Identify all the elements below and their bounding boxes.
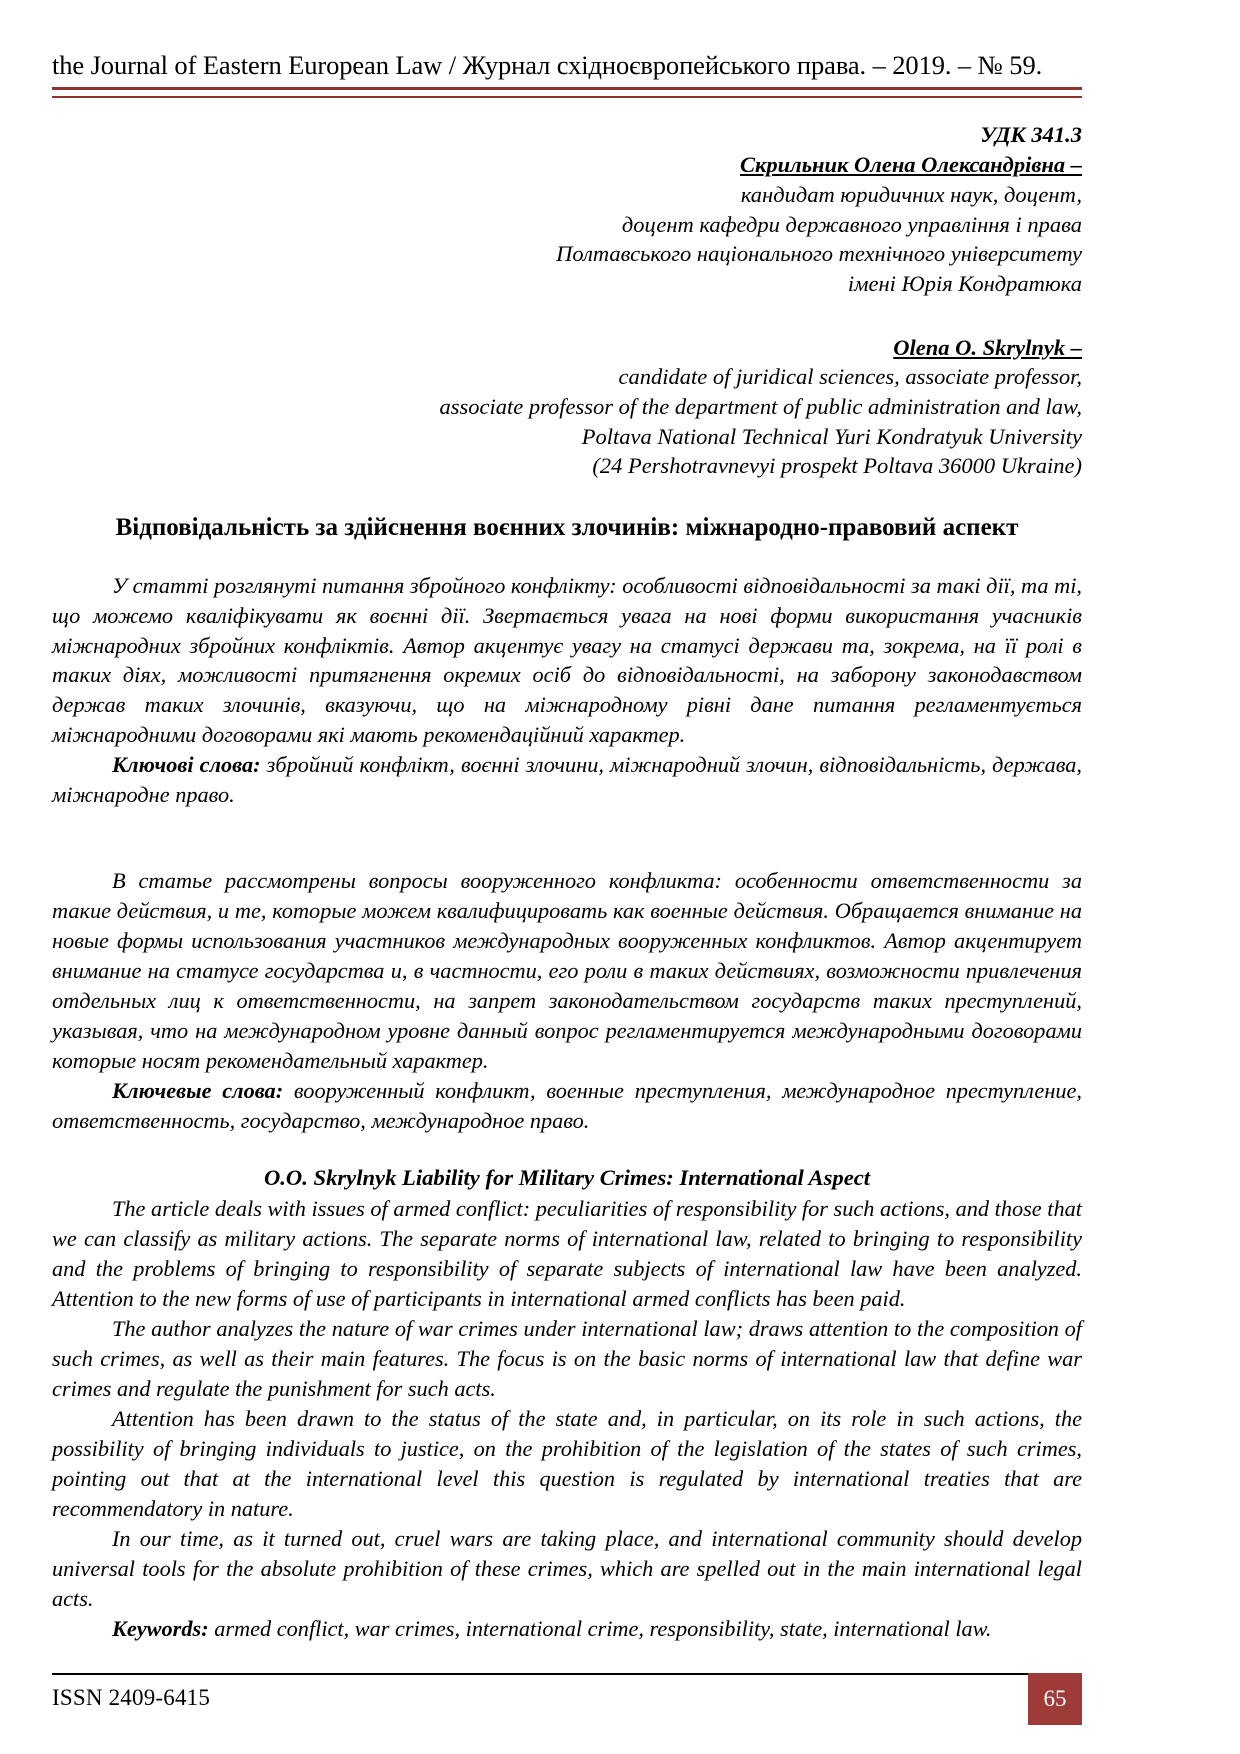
author-block-ukrainian [52, 150, 1082, 298]
issn-label: ISSN 2409-6415 [52, 1685, 211, 1710]
keywords-label-ukrainian: Ключові слова: [112, 752, 261, 778]
abstract-heading-english: O.O. Skrylnyk Liability for Military Crimes: International Aspect [263, 1165, 871, 1191]
author-affiliation-line: доцент кафедри державного управління і права [621, 211, 1082, 237]
udk-code: УДК 341.3 [980, 122, 1082, 148]
keywords-russian [52, 1076, 1082, 1136]
author-affiliation-address: (24 Pershotravnevyi prospekt Poltava 36000 Ukraine) [592, 453, 1082, 479]
author-block-english [52, 333, 1082, 481]
abstract-ukrainian [52, 571, 1082, 811]
keywords-english [52, 1614, 1082, 1644]
author-affiliation-line: Полтавського національного технічного університету [556, 241, 1082, 267]
abstract-russian [52, 866, 1082, 1136]
footer-row [52, 1675, 1082, 1727]
abstract-english [52, 1194, 1082, 1644]
article-title: Відповідальність за здійснення воєнних злочинів: міжнародно-правовий аспект [115, 514, 1019, 542]
author-affiliation-line: associate professor of the department of public administration and law, [439, 393, 1082, 419]
page-content [52, 0, 1082, 1644]
author-affiliation-line: candidate of juridical sciences, associate professor, [618, 364, 1082, 390]
abstract-paragraph-english: The author analyzes the nature of war crimes under international law; draws attention to the composition of such crimes, as well as their main features. The focus is on the basic norms of international law that define war crimes and regulate the punishment for such acts. [52, 1315, 1082, 1401]
block-spacer [52, 299, 1082, 333]
keywords-label-russian: Ключевые слова: [112, 1078, 284, 1104]
header-divider-rule [52, 87, 1082, 98]
keywords-label-english: Keywords: [112, 1615, 209, 1641]
author-affiliation-line: імені Юрія Кондратюка [847, 270, 1082, 296]
author-affiliation-line: Poltava National Technical Yuri Kondratyuk University [581, 423, 1082, 449]
keywords-value-english: armed conflict, war crimes, international crime, responsibility, state, international law. [214, 1615, 992, 1641]
abstract-body-ukrainian: У статті розглянуті питання збройного конфлікту: особливості відповідальності за такі дії, та ті, що можемо кваліфікувати як воєнні дії. Звертається увага на нові форми використання учасників міжнародних збройних конфліктів. Автор акцентує увагу на статусі держави та, зокрема, на її ролі в таких діях, можливості притягнення окремих осіб до відповідальності, на заборону законодавством держав таких злочинів, вказуючи, що на міжнародному рівні дане питання регламентується міжнародними договорами які мають рекомендаційний характер. [52, 572, 1082, 748]
page-number-badge: 65 [1028, 1673, 1082, 1725]
keywords-value-russian: вооруженный конфликт, военные преступления, международное преступление, ответственность, государство, международное право. [52, 1078, 1083, 1134]
author-name-ukrainian: Скрильник Олена Олександрівна – [740, 152, 1082, 178]
author-name-english: Olena O. Skrylnyk – [893, 334, 1082, 360]
keywords-value-ukrainian: збройний конфлікт, воєнні злочини, міжнародний злочин, відповідальність, держава, міжнародне право. [52, 752, 1083, 808]
page-footer [52, 1673, 1082, 1727]
abstract-body-russian: В статье рассмотрены вопросы вооруженного конфликта: особенности ответственности за такие действия, и те, которые можем квалифицировать как военные действия. Обращается внимание на новые формы использования участников международных вооруженных конфликтов. Автор акцентирует внимание на статусе государства и, в частности, его роли в таких действиях, возможности привлечения отдельных лиц к ответственности, на запрет законодательством государств таких преступлений, указывая, что на международном уровне данный вопрос регламентируется международными договорами которые носят рекомендательный характер. [52, 868, 1082, 1074]
running-header: the Journal of Eastern European Law / Журнал східноєвропейського права. – 2019. – № 59. [52, 50, 1043, 80]
keywords-ukrainian [52, 750, 1082, 810]
abstract-paragraph-english: In our time, as it turned out, cruel wars are taking place, and international community should develop universal tools for the absolute prohibition of these crimes, which are spelled out in the main international legal acts. [52, 1525, 1082, 1611]
abstract-paragraph-english: Attention has been drawn to the status of the state and, in particular, on its role in such actions, the possibility of bringing individuals to justice, on the prohibition of the legislation of the states of such crimes, pointing out that at the international level this question is regulated by international treaties that are recommendatory in nature. [52, 1405, 1082, 1521]
author-affiliation-line: кандидат юридичних наук, доцент, [740, 181, 1082, 207]
abstract-paragraph-english: The article deals with issues of armed conflict: peculiarities of responsibility for such actions, and those that we can classify as military actions. The separate norms of international law, related to bringing to responsibility and the problems of bringing to responsibility of separate subjects of international law have been analyzed. Attention to the new forms of use of participants in international armed conflicts has been paid. [52, 1195, 1082, 1311]
section-spacer [52, 810, 1082, 840]
